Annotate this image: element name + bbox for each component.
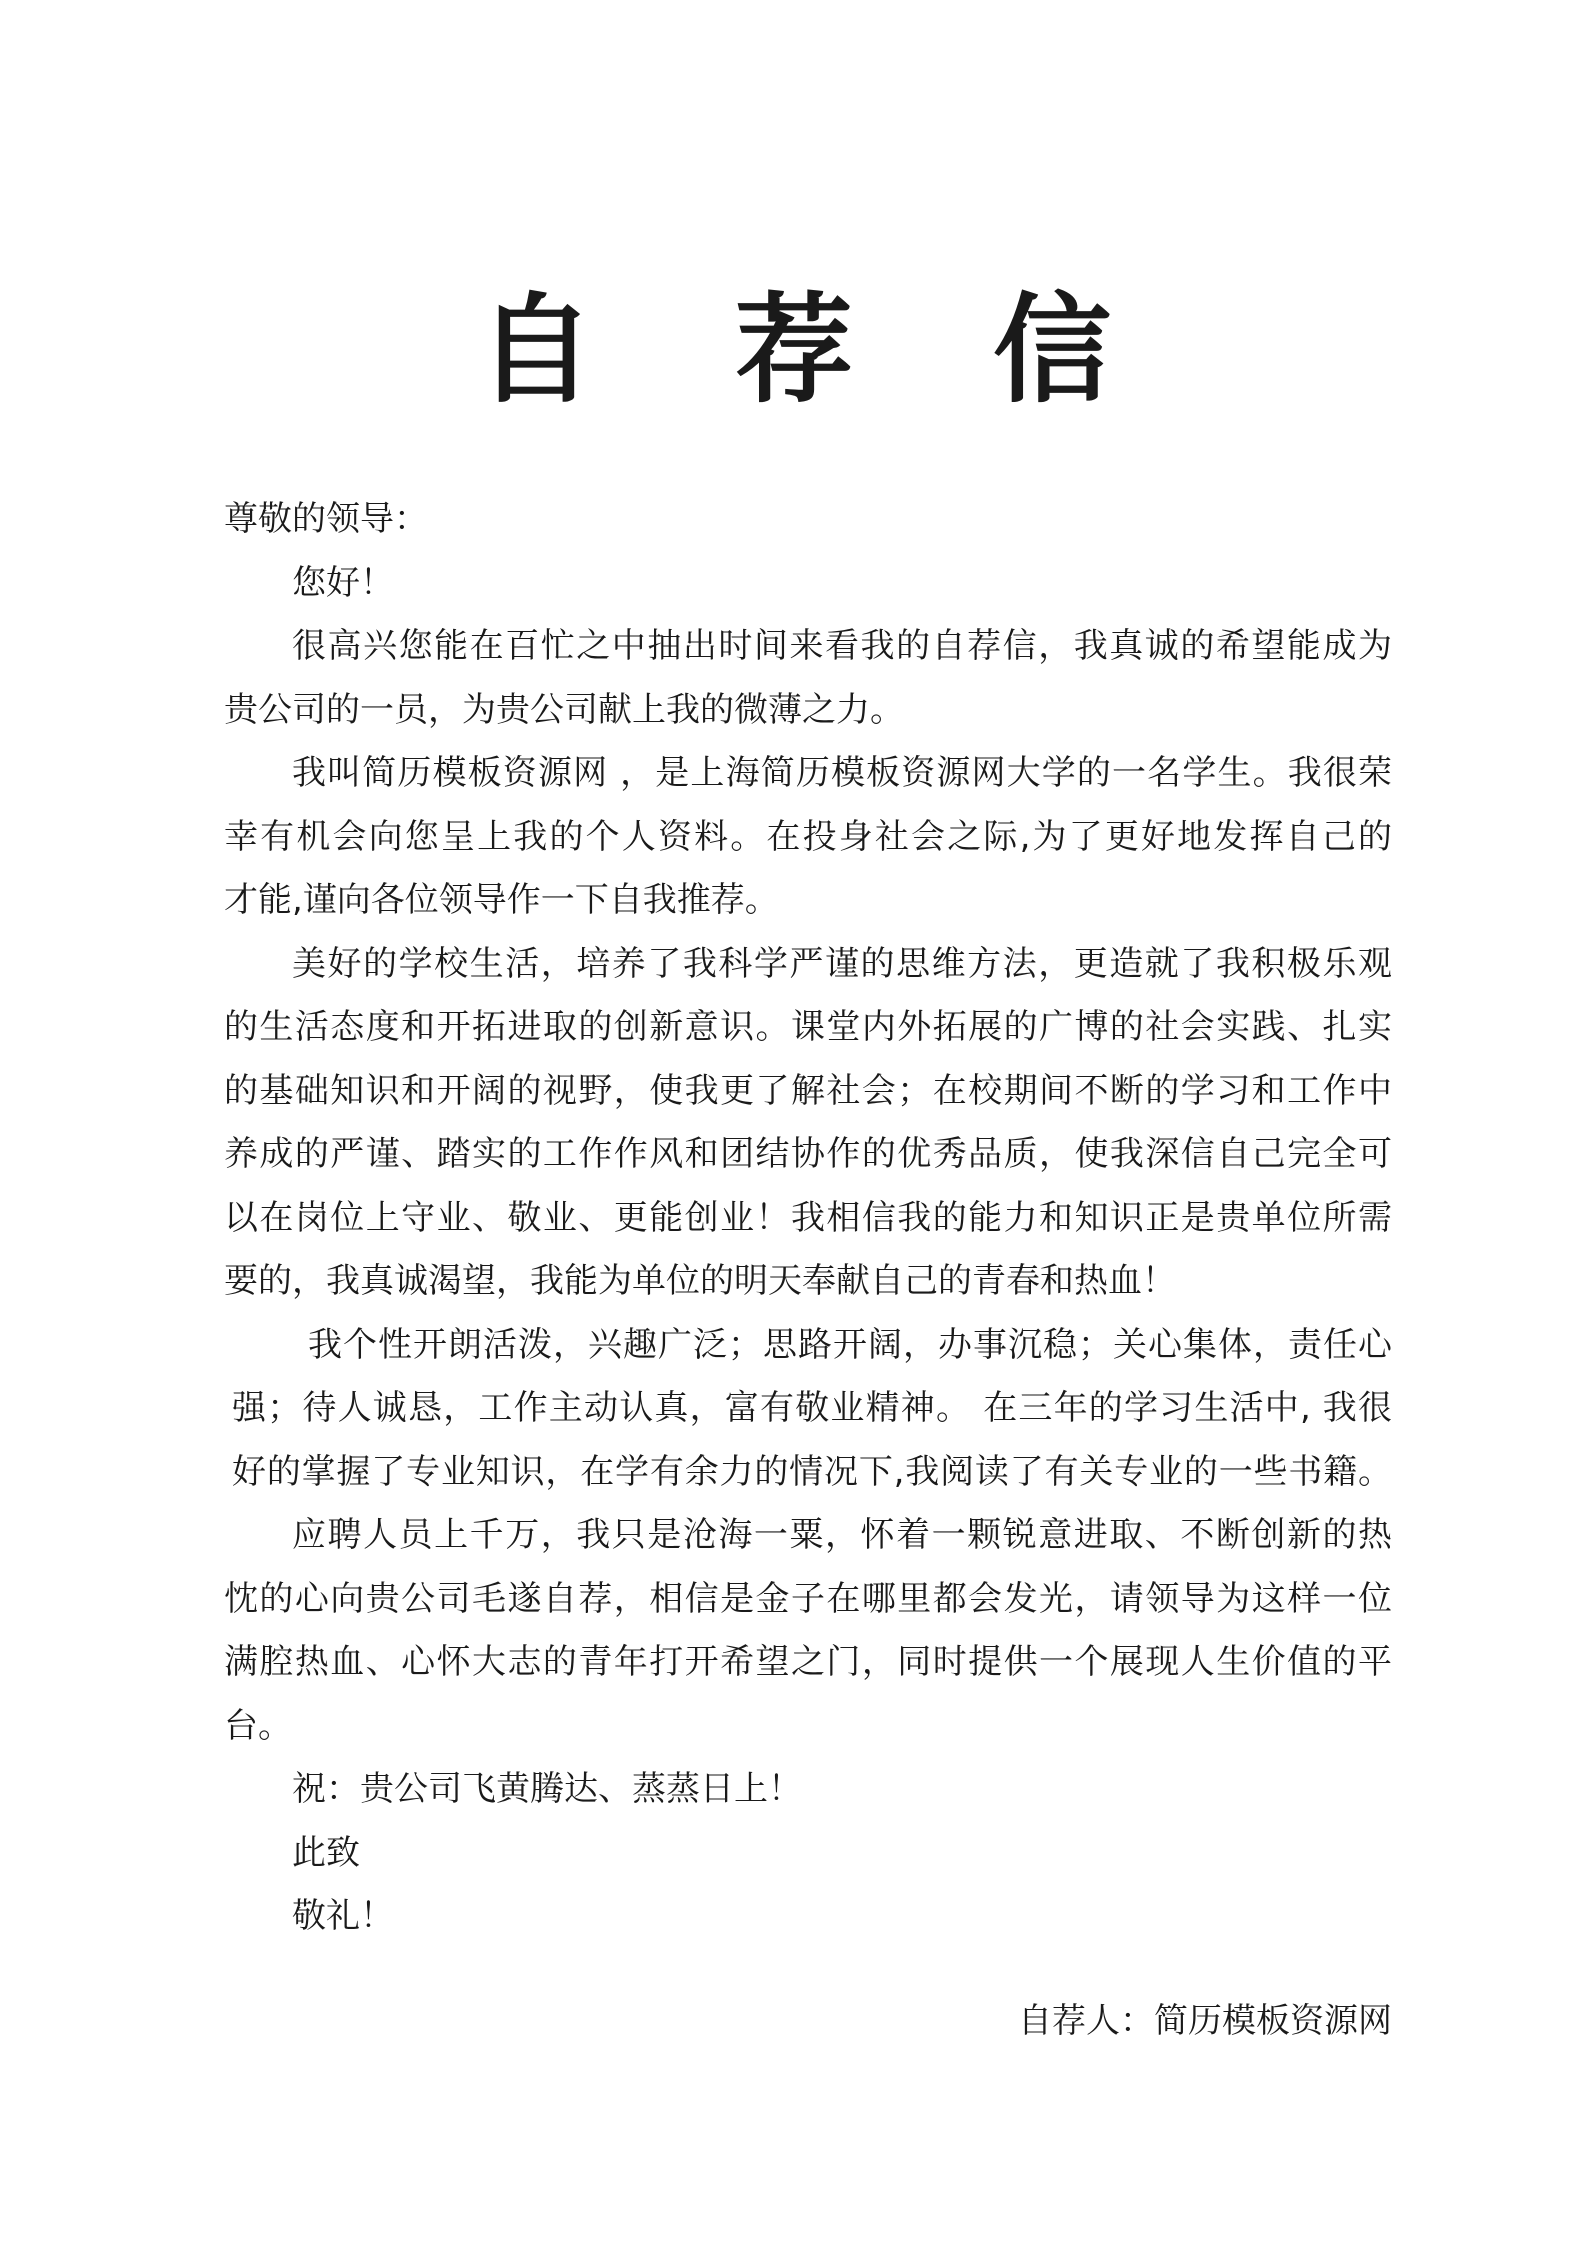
paragraph-3-line-2: 的生活态度和开拓进取的创新意识。课堂内外拓展的广博的社会实践、扎实 bbox=[224, 1007, 1392, 1047]
salutation: 尊敬的领导： bbox=[224, 499, 428, 539]
document-title: 自 荐 信 bbox=[476, 281, 1161, 419]
paragraph-4-line-2: 强；待人诚恳，工作主动认真，富有敬业精神。 在三年的学习生活中, 我很 bbox=[232, 1388, 1392, 1428]
paragraph-1-line-2: 贵公司的一员，为贵公司献上我的微薄之力。 bbox=[224, 689, 904, 730]
paragraph-2-line-3: 才能,谨向各位领导作一下自我推荐。 bbox=[224, 880, 779, 920]
letter-body bbox=[224, 488, 1392, 1949]
paragraph-3-line-4: 养成的严谨、踏实的工作作风和团结协作的优秀品质，使我深信自己完全可 bbox=[224, 1134, 1392, 1174]
paragraph-4-line-3: 好的掌握了专业知识，在学有余力的情况下,我阅读了有关专业的一些书籍。 bbox=[232, 1451, 1392, 1492]
closing-jingli: 敬礼！ bbox=[292, 1896, 394, 1936]
paragraph-3-line-6: 要的，我真诚渴望，我能为单位的明天奉献自己的青春和热血！ bbox=[224, 1261, 1176, 1301]
paragraph-5-line-1: 应聘人员上千万，我只是沧海一粟，怀着一颗锐意进取、不断创新的热 bbox=[292, 1515, 1392, 1555]
paragraph-5-line-3: 满腔热血、心怀大志的青年打开希望之门，同时提供一个展现人生价值的平 bbox=[224, 1642, 1392, 1682]
greeting: 您好！ bbox=[292, 562, 394, 603]
paragraph-1-line-1: 很高兴您能在百忙之中抽出时间来看我的自荐信，我真诚的希望能成为 bbox=[292, 626, 1392, 666]
paragraph-2-line-2: 幸有机会向您呈上我的个人资料。在投身社会之际,为了更好地发挥自己的 bbox=[224, 816, 1392, 857]
paragraph-3-line-1: 美好的学校生活，培养了我科学严谨的思维方法，更造就了我积极乐观 bbox=[292, 943, 1392, 984]
closing-wish: 祝：贵公司飞黄腾达、蒸蒸日上！ bbox=[292, 1769, 802, 1809]
signature: 自荐人：简历模板资源网 bbox=[1018, 2001, 1392, 2041]
closing-cizhi: 此致 bbox=[292, 1832, 360, 1873]
paragraph-3-line-3: 的基础知识和开阔的视野，使我更了解社会；在校期间不断的学习和工作中 bbox=[224, 1070, 1392, 1111]
paragraph-3-line-5: 以在岗位上守业、敬业、更能创业！我相信我的能力和知识正是贵单位所需 bbox=[224, 1197, 1392, 1238]
paragraph-5-line-2: 忱的心向贵公司毛遂自荐，相信是金子在哪里都会发光，请领导为这样一位 bbox=[224, 1578, 1392, 1619]
paragraph-5-line-4: 台。 bbox=[224, 1705, 292, 1746]
paragraph-2-line-1: 我叫简历模板资源网 ，是上海简历模板资源网大学的一名学生。我很荣 bbox=[292, 753, 1392, 793]
paragraph-4-line-1: 我个性开朗活泼，兴趣广泛；思路开阔，办事沉稳；关心集体，责任心 bbox=[308, 1324, 1392, 1365]
